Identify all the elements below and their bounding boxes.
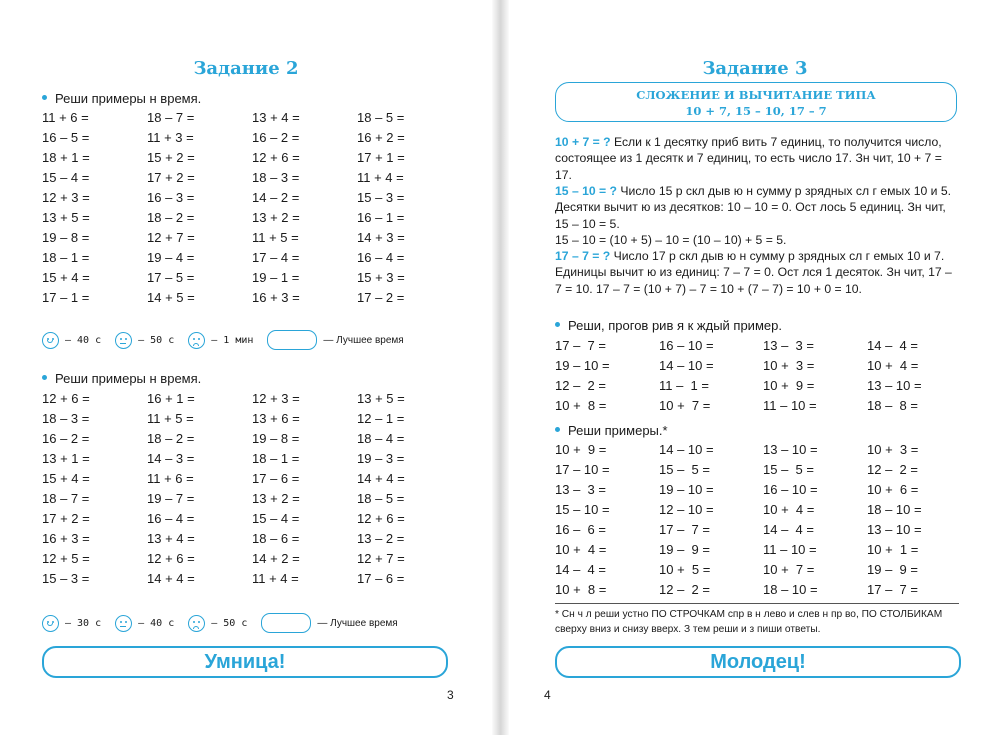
exercise-item: 12 + 3 = (252, 391, 300, 406)
legend-happy-time: — 30 с (65, 617, 102, 629)
exercise-item: 11 + 5 = (147, 411, 194, 426)
exercise-item: 16 – 5 = (42, 130, 90, 145)
bullet-icon (555, 322, 560, 327)
exercise-item: 14 – 4 = (867, 338, 918, 353)
exercise-item: 10 + 6 = (867, 482, 919, 497)
exercise-item: 10 + 9 = (555, 442, 607, 457)
example-2-text: Число 15 р скл дыв ю н сумму р зрядных сл г емых 10 и 5. Десятки вычит ю из десятков: 10 – 10 = 0. Ост лось 5 единиц. Зн чит, 15 – 10 = 5. (555, 184, 951, 231)
exercise-item: 17 – 4 = (252, 250, 300, 265)
exercise-item: 13 – 3 = (555, 482, 606, 497)
exercise-item: 13 – 10 = (867, 378, 922, 393)
exercise-item: 10 + 1 = (867, 542, 919, 557)
exercise-item: 10 + 4 = (555, 542, 607, 557)
exercise-item: 12 – 10 = (659, 502, 714, 517)
exercise-item: 13 + 6 = (252, 411, 300, 426)
example-3 (555, 248, 959, 297)
exercise-item: 18 – 1 = (42, 250, 90, 265)
legend-neutral-time: — 40 с (138, 617, 175, 629)
legend-neutral-time: — 50 с (138, 334, 175, 346)
sad-face-icon (188, 615, 205, 632)
example-1-text: Если к 1 десятку приб вить 7 единиц, то получится число, состоящее из 1 десятк и 7 единиц, то есть число 17. Зн чит, 10 + 7 = 17. (555, 135, 942, 182)
example-3-head: 17 – 7 = ? (555, 249, 611, 263)
instruction-text: Реши примеры.* (568, 423, 668, 438)
best-time-box[interactable] (267, 330, 317, 350)
exercise-item: 16 – 3 = (147, 190, 195, 205)
legend-sad-time: — 50 с (211, 617, 248, 629)
exercise-item: 10 + 8 = (555, 582, 607, 597)
bullet-icon (42, 95, 47, 100)
exercise-item: 14 – 4 = (555, 562, 606, 577)
neutral-face-icon (115, 332, 132, 349)
praise-banner: Молодец! (555, 646, 961, 678)
legend-best-time: — Лучшее время (323, 334, 404, 346)
exercise-item: 11 – 1 = (659, 378, 709, 393)
exercise-item: 12 – 2 = (867, 462, 918, 477)
topic-line-2: 10 + 7, 15 – 10, 17 – 7 (685, 104, 827, 118)
exercise-item: 16 + 1 = (147, 391, 195, 406)
exercise-item: 14 – 3 = (147, 451, 195, 466)
exercise-item: 17 + 2 = (42, 511, 90, 526)
exercise-item: 14 – 4 = (763, 522, 814, 537)
exercise-item: 10 + 9 = (763, 378, 815, 393)
happy-face-icon (42, 332, 59, 349)
exercise-item: 16 – 4 = (357, 250, 405, 265)
exercise-item: 14 – 2 = (252, 190, 300, 205)
happy-face-icon (42, 615, 59, 632)
exercise-item: 12 + 3 = (42, 190, 90, 205)
legend-sad-time: — 1 мин (211, 334, 254, 346)
exercise-item: 10 + 3 = (763, 358, 815, 373)
exercise-item: 14 – 10 = (659, 442, 714, 457)
exercise-item: 11 + 4 = (252, 571, 299, 586)
exercise-item: 16 – 10 = (659, 338, 714, 353)
exercise-item: 16 – 6 = (555, 522, 606, 537)
page-number: 3 (447, 688, 454, 702)
exercise-item: 18 – 2 = (147, 431, 195, 446)
exercise-item: 15 – 5 = (659, 462, 710, 477)
example-2 (555, 183, 959, 248)
exercise-item: 12 + 5 = (42, 551, 90, 566)
page-number: 4 (544, 688, 551, 702)
bullet-icon (555, 427, 560, 432)
exercise-item: 18 – 10 = (867, 502, 922, 517)
topic-line-1: СЛОЖЕНИЕ И ВЫЧИТАНИЕ ТИПА (636, 88, 876, 102)
exercise-item: 17 – 7 = (659, 522, 710, 537)
time-legend-1 (42, 330, 404, 350)
bullet-icon (42, 375, 47, 380)
exercise-item: 11 + 6 = (147, 471, 194, 486)
exercise-item: 15 + 3 = (357, 270, 405, 285)
exercise-item: 18 – 7 = (42, 491, 90, 506)
exercise-item: 18 – 7 = (147, 110, 195, 125)
sad-face-icon (188, 332, 205, 349)
best-time-box[interactable] (261, 613, 311, 633)
exercise-item: 10 + 7 = (763, 562, 815, 577)
exercise-item: 13 – 10 = (763, 442, 818, 457)
exercise-item: 17 – 7 = (867, 582, 918, 597)
exercise-item: 14 – 10 = (659, 358, 714, 373)
exercise-item: 10 + 4 = (867, 358, 919, 373)
example-1 (555, 134, 959, 183)
exercise-item: 19 – 8 = (252, 431, 300, 446)
exercise-item: 17 – 2 = (357, 290, 405, 305)
exercise-item: 12 – 2 = (555, 378, 606, 393)
exercise-item: 10 + 8 = (555, 398, 607, 413)
exercise-item: 14 + 4 = (357, 471, 405, 486)
exercise-item: 18 + 1 = (42, 150, 90, 165)
instruction-3 (555, 318, 782, 333)
page-title: Задание 2 (193, 58, 299, 79)
exercise-item: 10 + 5 = (659, 562, 711, 577)
instruction-text: Реши, прогов рив я к ждый пример. (568, 318, 782, 333)
exercise-item: 15 + 4 = (42, 270, 90, 285)
example-2-formula: 15 – 10 = (10 + 5) – 10 = (10 – 10) + 5 = 5. (555, 232, 787, 247)
exercise-item: 13 + 4 = (147, 531, 195, 546)
exercise-item: 18 – 5 = (357, 491, 405, 506)
exercise-item: 15 – 4 = (42, 170, 90, 185)
instruction-1 (42, 91, 201, 106)
exercise-item: 12 + 7 = (357, 551, 405, 566)
exercise-item: 14 + 2 = (252, 551, 300, 566)
exercise-item: 14 + 3 = (357, 230, 405, 245)
exercise-item: 11 – 10 = (763, 542, 817, 557)
example-3-text: Число 17 р скл дыв ю н сумму р зрядных сл г емых 10 и 7. Единицы вычит ю из единиц: 7 – 7 = 0. Ост лся 1 десяток. Зн чит, 17 – 7 = 10. 17 – 7 = (10 + 7) – 7 = 10 + (7 – 7) = 10 + 0 = 10. (555, 249, 952, 296)
exercise-item: 11 – 10 = (763, 398, 817, 413)
exercise-item: 16 + 3 = (42, 531, 90, 546)
exercise-item: 14 + 4 = (147, 571, 195, 586)
exercise-item: 17 – 1 = (42, 290, 90, 305)
exercise-grid-1 (42, 108, 462, 308)
example-2-head: 15 – 10 = ? (555, 184, 617, 198)
praise-banner: Умница! (42, 646, 448, 678)
exercise-item: 19 – 7 = (147, 491, 195, 506)
exercise-item: 12 + 6 = (357, 511, 405, 526)
exercise-item: 15 – 3 = (42, 571, 90, 586)
exercise-item: 17 – 6 = (357, 571, 405, 586)
exercise-item: 19 – 4 = (147, 250, 195, 265)
exercise-item: 11 + 3 = (147, 130, 194, 145)
exercise-item: 12 + 6 = (147, 551, 195, 566)
exercise-item: 11 + 5 = (252, 230, 299, 245)
exercise-item: 11 + 6 = (42, 110, 89, 125)
exercise-item: 10 + 7 = (659, 398, 711, 413)
exercise-item: 17 + 2 = (147, 170, 195, 185)
exercise-item: 12 + 6 = (252, 150, 300, 165)
exercise-item: 13 – 2 = (357, 531, 405, 546)
exercise-item: 16 – 2 = (42, 431, 90, 446)
exercise-item: 17 – 6 = (252, 471, 300, 486)
exercise-item: 13 – 10 = (867, 522, 922, 537)
exercise-item: 13 + 2 = (252, 210, 300, 225)
exercise-item: 19 – 8 = (42, 230, 90, 245)
exercise-item: 16 + 3 = (252, 290, 300, 305)
exercise-item: 17 + 1 = (357, 150, 405, 165)
time-legend-2 (42, 613, 398, 633)
instruction-text: Реши примеры н время. (55, 371, 202, 386)
exercise-item: 13 – 3 = (763, 338, 814, 353)
exercise-item: 13 + 5 = (357, 391, 405, 406)
right-page (509, 0, 1001, 735)
exercise-item: 19 – 9 = (867, 562, 918, 577)
exercise-item: 10 + 3 = (867, 442, 919, 457)
exercise-item: 15 – 3 = (357, 190, 405, 205)
instruction-text: Реши примеры н время. (55, 91, 202, 106)
exercise-item: 12 + 6 = (42, 391, 90, 406)
exercise-item: 12 + 7 = (147, 230, 195, 245)
exercise-item: 13 + 2 = (252, 491, 300, 506)
exercise-item: 16 + 2 = (357, 130, 405, 145)
legend-best-time: — Лучшее время (317, 617, 398, 629)
exercise-item: 18 – 3 = (42, 411, 90, 426)
page-title: Задание 3 (702, 58, 808, 79)
exercise-item: 18 – 5 = (357, 110, 405, 125)
exercise-item: 19 – 9 = (659, 542, 710, 557)
exercise-item: 18 – 1 = (252, 451, 300, 466)
exercise-item: 18 – 6 = (252, 531, 300, 546)
exercise-item: 19 – 1 = (252, 270, 300, 285)
exercise-item: 15 – 5 = (763, 462, 814, 477)
instruction-4 (555, 423, 668, 438)
exercise-item: 17 – 5 = (147, 270, 195, 285)
exercise-item: 12 – 1 = (357, 411, 405, 426)
exercise-item: 14 + 5 = (147, 290, 195, 305)
left-page (0, 0, 492, 735)
exercise-item: 18 – 8 = (867, 398, 918, 413)
exercise-item: 11 + 4 = (357, 170, 404, 185)
exercise-item: 15 + 4 = (42, 471, 90, 486)
exercise-item: 18 – 10 = (763, 582, 818, 597)
exercise-item: 13 + 1 = (42, 451, 90, 466)
topic-box (555, 82, 957, 122)
exercise-item: 15 – 4 = (252, 511, 300, 526)
example-1-head: 10 + 7 = ? (555, 135, 611, 149)
instruction-2 (42, 371, 201, 386)
exercise-item: 17 – 7 = (555, 338, 606, 353)
exercise-item: 19 – 3 = (357, 451, 405, 466)
exercise-item: 19 – 10 = (659, 482, 714, 497)
exercise-grid-4 (555, 440, 971, 600)
exercise-grid-3 (555, 336, 971, 416)
neutral-face-icon (115, 615, 132, 632)
exercise-item: 10 + 4 = (763, 502, 815, 517)
exercise-item: 16 – 10 = (763, 482, 818, 497)
exercise-item: 18 – 2 = (147, 210, 195, 225)
exercise-item: 19 – 10 = (555, 358, 610, 373)
exercise-item: 16 – 4 = (147, 511, 195, 526)
exercise-item: 15 – 10 = (555, 502, 610, 517)
exercise-item: 18 – 4 = (357, 431, 405, 446)
exercise-item: 18 – 3 = (252, 170, 300, 185)
exercise-item: 16 – 2 = (252, 130, 300, 145)
exercise-item: 16 – 1 = (357, 210, 405, 225)
exercise-item: 17 – 10 = (555, 462, 610, 477)
book-spine (492, 0, 509, 735)
legend-happy-time: — 40 с (65, 334, 102, 346)
exercise-item: 13 + 5 = (42, 210, 90, 225)
footnote: * Сн ч л реши устно ПО СТРОЧКАМ спр в н лево и слев н пр во, ПО СТОЛБИКАМ сверху вниз и снизу вверх. З тем реши и з пиши ответы. (555, 603, 959, 637)
exercise-item: 15 + 2 = (147, 150, 195, 165)
exercise-item: 13 + 4 = (252, 110, 300, 125)
exercise-grid-2 (42, 389, 462, 589)
exercise-item: 12 – 2 = (659, 582, 710, 597)
